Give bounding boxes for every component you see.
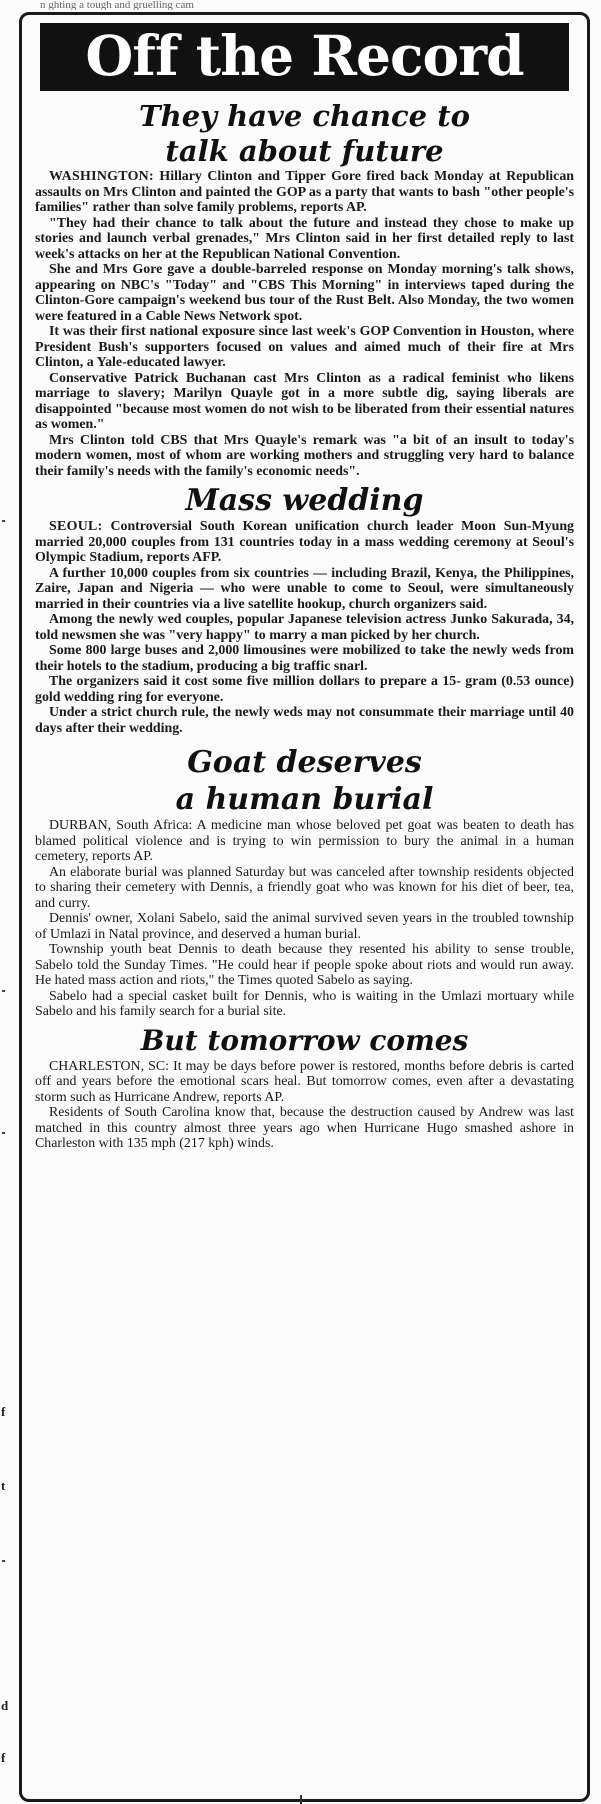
lead-paragraph [35,818,574,865]
edge-tick [2,520,5,522]
paragraph: Sabelo had a special casket built for Dennis, who is waiting in the Umlazi mortuary while Sabelo and his family search for a burial site. [35,988,574,1019]
paragraph: Under a strict church rule, the newly weds may not consummate their marriage until 40 days after their wedding. [35,705,574,736]
story-mass-wedding [35,483,574,736]
edge-letter: f [1,1750,6,1765]
fold-mark [300,1795,302,1804]
paragraph: Residents of South Carolina know that, because the destruction caused by Andrew was last matched in this country almost three years ago when Hurricane Hugo smashed ashore in Charleston with 135 mph (217 kph) winds. [35,1105,574,1151]
story-headline [35,1023,574,1059]
cropped-header-text: n ghting a tough and gruelling cam [40,0,194,10]
dateline: DURBAN, [49,818,112,833]
column-banner: Off the Record [40,23,569,91]
story-goat-burial [35,744,574,1020]
paragraph-text: Controversial South Korean unification church leader Moon Sun-Myung married 20,000 couples from 131 countries today in a mass wedding ceremony at Seoul's Olympic Stadium, reports AFP. [35,519,574,565]
lead-paragraph [35,169,574,216]
paragraph: An elaborate burial was planned Saturday but was canceled after township residents objected to sharing their cemetery with Dennis, a friendly goat who was known for his diet of beer, tea, and curry. [35,864,574,911]
edge-letter: f [1,1404,6,1419]
headline-line: Mass wedding [185,483,424,518]
story-hurricane-andrew [35,1023,574,1152]
paragraph: Mrs Clinton told CBS that Mrs Quayle's remark was "a bit of an insult to today's modern women, most of whom are working mothers and struggling very hard to balance their family's needs with the family's economic needs". [35,432,574,479]
story-headline [35,744,574,818]
edge-tick [2,990,5,992]
paragraph-text: South Africa: A medicine man whose beloved pet goat was beaten to death has blamed political violence and is trying to win permission to bury the animal in a human cemetery, reports AP. [35,818,574,864]
lead-paragraph [35,519,574,566]
paragraph: A further 10,000 couples from six countries — including Brazil, Kenya, the Philippines, Zaire, Japan and Nigeria — who were unable to come to Seoul, were simultaneously married in their countries via a live satellite hookup, church organizers said. [35,565,574,612]
paragraph: Township youth beat Dennis to death because they resented his ability to sense trouble, Sabelo told the Sunday Times. "He could hear if people spoke about riots and would run away. He hated mass action and riots," the Times quoted Sabelo as saying. [35,942,574,988]
paragraph: Conservative Patrick Buchanan cast Mrs Clinton as a radical feminist who likens marriage to slavery; Marilyn Quayle got in a more subtle dig, saying liberals are disappointed "because most women do not wish to be liberated from their essential natures as women." [35,370,574,432]
story-clinton-gore [35,99,574,479]
article-box [19,12,590,1802]
left-margin-fragments [0,0,14,1804]
edge-letter: d [1,1698,9,1713]
paragraph: "They had their chance to talk about the future and instead they chose to make up stories and launch verbal grenades," Mrs Clinton said in her first detailed reply to last week's attacks on her at the Republican National Convention. [35,215,574,262]
paragraph: Among the newly wed couples, popular Japanese television actress Junko Sakurada, 34, told newsmen she was "very happy" to marry a man picked by her church. [35,612,574,643]
headline-line: a human burial [175,782,434,817]
dateline: CHARLESTON, SC: [49,1058,169,1074]
headline-line: They have chance to [139,99,470,133]
story-headline [35,483,574,519]
paragraph-text: Hillary Clinton and Tipper Gore fired back Monday at Republican assaults on Mrs Clinton and painted the GOP as a party that wants to bash "other people's families" rather than solve family problems, reports AP. [35,169,574,215]
story-headline [35,99,574,169]
edge-tick [2,1132,5,1134]
headline-line: Goat deserves [187,745,422,780]
dateline: WASHINGTON: [49,169,154,184]
paragraph-text: It may be days before power is restored, months before debris is carted off and years before the emotional scars heal. But tomorrow comes, even after a devastating storm such as Hurricane Andrew, reports AP. [35,1058,574,1105]
edge-letter: t [1,1478,6,1493]
paragraph: Some 800 large buses and 2,000 limousines were mobilized to take the newly weds from their hotels to the stadium, producing a big traffic snarl. [35,643,574,674]
paragraph: The organizers said it cost some five million dollars to prepare a 15- gram (0.53 ounce) gold wedding ring for everyone. [35,674,574,705]
paragraph: It was their first national exposure since last week's GOP Convention in Houston, where President Bush's supporters focused on values and aimed much of their fire at Mrs Clinton, a Yale-educated lawyer. [35,324,574,370]
paragraph: Dennis' owner, Xolani Sabelo, said the animal survived seven years in the troubled township of Umlazi in Natal province, and deserved a human burial. [35,911,574,942]
headline-line: But tomorrow comes [140,1023,469,1057]
lead-paragraph [35,1059,574,1106]
dateline: SEOUL: [49,519,103,534]
edge-tick [2,1560,5,1562]
paragraph: She and Mrs Gore gave a double-barreled response on Monday morning's talk shows, appearing on NBC's "Today" and "CBS This Morning" in interviews taped during the Clinton-Gore campaign's weekend bus tour of the Rust Belt. Also Monday, the two women were featured in a Cable News Network spot. [35,262,574,324]
headline-line: talk about future [165,134,444,168]
